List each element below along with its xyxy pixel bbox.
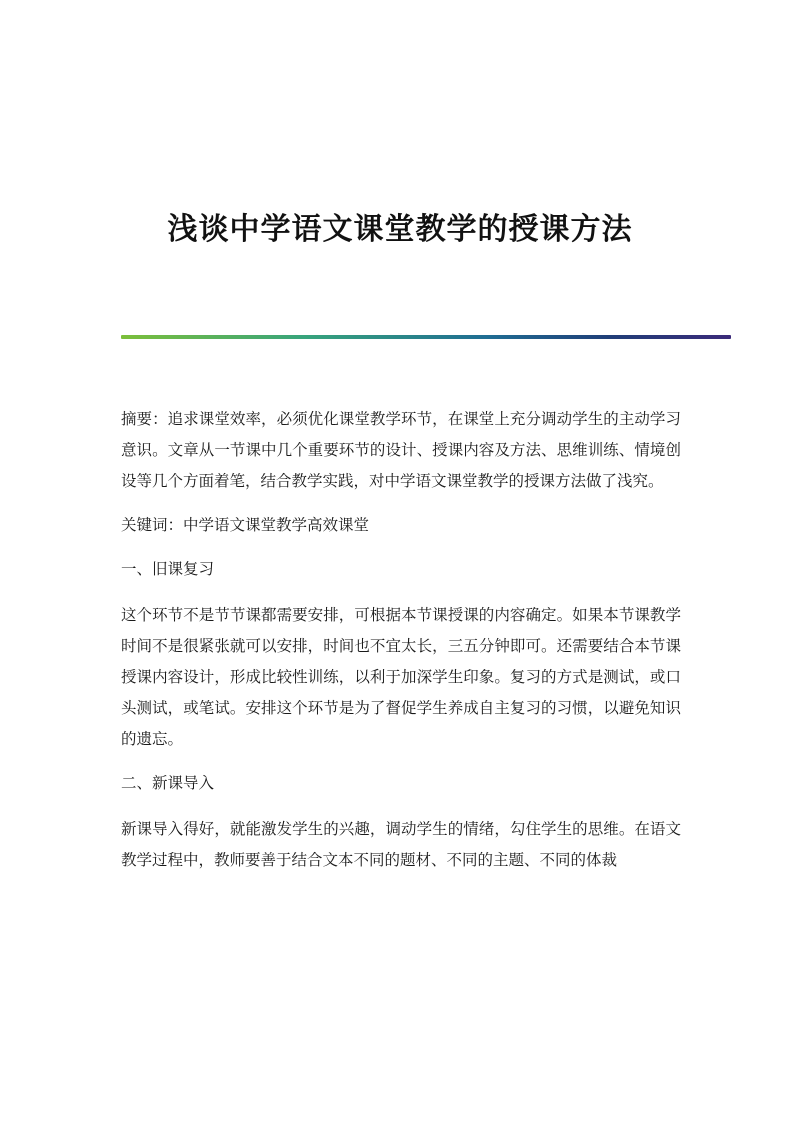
section-heading-review: 一、旧课复习 [121,560,215,578]
section-body-review: 这个环节不是节节课都需要安排，可根据本节课授课的内容确定。如果本节课教学时间不是很紧张就可以安排，时间也不宜太长，三五分钟即可。还需要结合本节课授课内容设计，形成比较性训练，以利于加深学生印象。复习的方式是测试，或口头测试，或笔试。安排这个环节是为了督促学生养成自主复习的习惯，以避免知识的遗忘。 [121,606,681,748]
section-body-introduction: 新课导入得好，就能激发学生的兴趣，调动学生的情绪，勾住学生的思维。在语文教学过程中，教师要善于结合文本不同的题材、不同的主题、不同的体裁 [121,820,681,869]
page-title: 浅谈中学语文课堂教学的授课方法 [167,212,633,248]
section-heading-introduction: 二、新课导入 [121,774,215,792]
keywords-paragraph: 关键词：中学语文课堂教学高效课堂 [121,516,370,534]
document-body [121,404,681,889]
abstract-paragraph: 摘要：追求课堂效率，必须优化课堂教学环节，在课堂上充分调动学生的主动学习意识。文章从一节课中几个重要环节的设计、授课内容及方法、思维训练、情境创设等几个方面着笔，结合教学实践，对中学语文课堂教学的授课方法做了浅究。 [121,410,681,490]
title-divider [121,335,731,339]
